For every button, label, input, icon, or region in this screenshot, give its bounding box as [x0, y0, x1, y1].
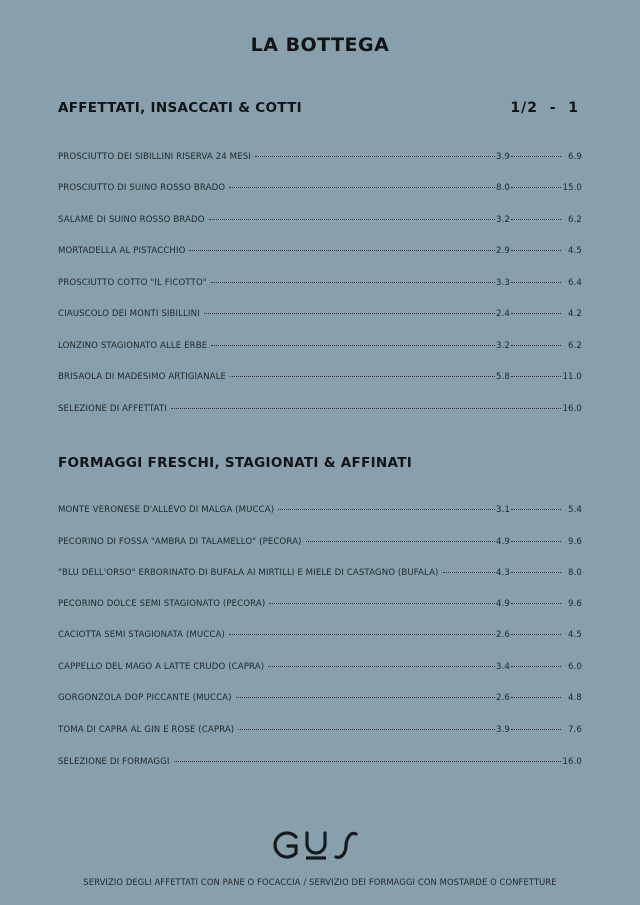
dot-leader [511, 344, 561, 346]
price-full: 6.2 [568, 341, 582, 351]
price-half: 4.9 [496, 599, 510, 609]
dot-leader [174, 760, 561, 762]
price-full: 16.0 [562, 404, 582, 414]
dot-leader [189, 249, 495, 251]
dot-leader [511, 602, 561, 604]
list-item: MORTADELLA AL PISTACCHIO 2.9 4.5 [58, 246, 582, 256]
price-full: 5.4 [568, 505, 582, 515]
list-item: PECORINO DOLCE SEMI STAGIONATO (PECORA) 4.9 9.6 [58, 599, 582, 609]
dot-leader [229, 633, 495, 635]
price-full: 4.8 [568, 693, 582, 703]
dot-leader [511, 665, 561, 667]
price-full: 9.6 [568, 599, 582, 609]
dot-leader [511, 281, 561, 283]
dot-leader [511, 312, 561, 314]
list-item: TOMA DI CAPRA AL GIN E ROSE (CAPRA) 3.9 7.6 [58, 725, 582, 735]
dot-leader [238, 728, 495, 730]
price-full: 11.0 [562, 372, 582, 382]
price-full: 6.0 [568, 662, 582, 672]
list-item: PROSCIUTTO DEI SIBILLINI RISERVA 24 MESI 3.9 6.9 [58, 152, 582, 162]
price-half: 2.6 [496, 693, 510, 703]
list-item: PROSCIUTTO DI SUINO ROSSO BRADO 8.0 15.0 [58, 183, 582, 193]
price-full: 16.0 [562, 757, 582, 767]
list-item: SELEZIONE DI FORMAGGI 16.0 [58, 757, 582, 767]
dot-leader [511, 728, 561, 730]
dot-leader [511, 508, 561, 510]
dot-leader [204, 312, 495, 314]
price-full: 8.0 [568, 568, 582, 578]
dot-leader [511, 186, 561, 188]
gus-logo [0, 828, 640, 862]
price-half: 3.4 [496, 662, 510, 672]
list-item: MONTE VERONESE D'ALLEVO DI MALGA (MUCCA) 3.1 5.4 [58, 505, 582, 515]
dot-leader [511, 696, 561, 698]
price-full: 4.2 [568, 309, 582, 319]
dot-leader [255, 155, 495, 157]
price-half: 3.3 [496, 278, 510, 288]
price-half: 5.8 [496, 372, 510, 382]
dot-leader [236, 696, 495, 698]
price-full: 6.4 [568, 278, 582, 288]
dot-leader [443, 571, 496, 573]
dot-leader [268, 665, 495, 667]
price-half: 3.2 [496, 215, 510, 225]
page-title: LA BOTTEGA [250, 34, 390, 56]
price-half: 4.3 [496, 568, 510, 578]
list-item: CACIOTTA SEMI STAGIONATA (MUCCA) 2.6 4.5 [58, 630, 582, 640]
price-full: 6.2 [568, 215, 582, 225]
list-item: SALAME DI SUINO ROSSO BRADO 3.2 6.2 [58, 215, 582, 225]
dot-leader [511, 540, 561, 542]
list-item: SELEZIONE DI AFFETTATI 16.0 [58, 404, 582, 414]
dot-leader [278, 508, 495, 510]
price-half: 3.9 [496, 152, 510, 162]
price-half: 8.0 [496, 183, 510, 193]
price-half: 3.2 [496, 341, 510, 351]
section-header-affettati [58, 100, 582, 116]
section-header-formaggi [58, 455, 582, 471]
dot-leader [511, 218, 561, 220]
dot-leader [306, 540, 496, 542]
price-half: 2.4 [496, 309, 510, 319]
dot-leader [511, 571, 561, 573]
gus-logo-icon [270, 828, 370, 862]
price-half: 3.9 [496, 725, 510, 735]
list-item: PROSCIUTTO COTTO "IL FICOTTO" 3.3 6.4 [58, 278, 582, 288]
list-item: CIAUSCOLO DEI MONTI SIBILLINI 2.4 4.2 [58, 309, 582, 319]
price-full: 15.0 [562, 183, 582, 193]
price-full: 9.6 [568, 537, 582, 547]
list-item: LONZINO STAGIONATO ALLE ERBE 3.2 6.2 [58, 341, 582, 351]
dot-leader [209, 218, 495, 220]
price-half: 2.9 [496, 246, 510, 256]
dot-leader [211, 344, 495, 346]
list-item: "BLU DELL'ORSO" ERBORINATO DI BUFALA AI MIRTILLI E MIELE DI CASTAGNO (BUFALA) 4.3 8.0 [58, 568, 582, 578]
price-full: 4.5 [568, 246, 582, 256]
dot-leader [511, 633, 561, 635]
price-half: 3.1 [496, 505, 510, 515]
price-half: 2.6 [496, 630, 510, 640]
list-item: CAPPELLO DEL MAGO A LATTE CRUDO (CAPRA) 3.4 6.0 [58, 662, 582, 672]
list-item: GORGONZOLA DOP PICCANTE (MUCCA) 2.6 4.8 [58, 693, 582, 703]
dot-leader [511, 155, 561, 157]
footer-note: SERVIZIO DEGLI AFFETTATI CON PANE O FOCACCIA / SERVIZIO DEI FORMAGGI CON MOSTARDE O CONFETTURE [83, 877, 557, 887]
price-half: 4.9 [496, 537, 510, 547]
price-full: 4.5 [568, 630, 582, 640]
section-title: FORMAGGI FRESCHI, STAGIONATI & AFFINATI [58, 455, 413, 471]
dot-leader [229, 186, 495, 188]
dot-leader [511, 249, 561, 251]
dot-leader [511, 375, 561, 377]
dot-leader [269, 602, 495, 604]
list-item: PECORINO DI FOSSA "AMBRA DI TALAMELLO" (PECORA) 4.9 9.6 [58, 537, 582, 547]
dot-leader [211, 281, 495, 283]
dot-leader [171, 407, 561, 409]
price-full: 7.6 [568, 725, 582, 735]
dot-leader [230, 375, 495, 377]
price-columns-label: 1/2 - 1 [510, 100, 579, 116]
list-item: BRISAOLA DI MADESIMO ARTIGIANALE 5.8 11.0 [58, 372, 582, 382]
section-title: AFFETTATI, INSACCATI & COTTI [58, 100, 302, 116]
price-full: 6.9 [568, 152, 582, 162]
